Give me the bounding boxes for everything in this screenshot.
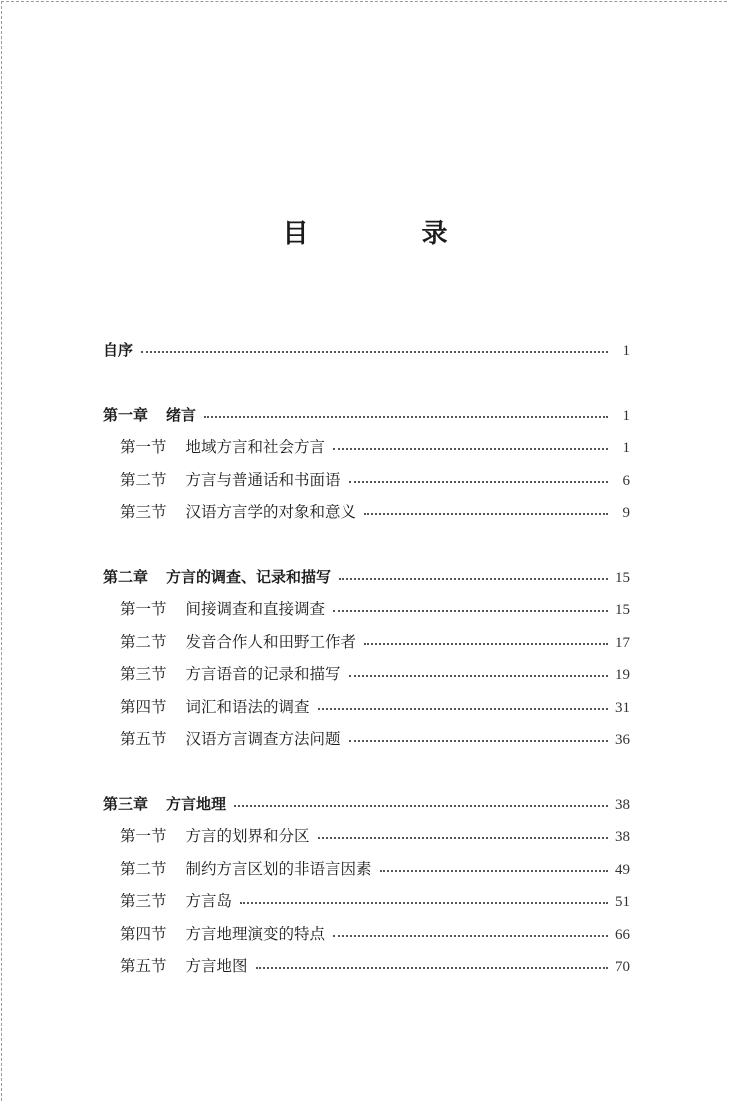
entry-title: 方言地理演变的特点 [185,924,326,943]
table-of-contents [103,334,630,1015]
page-number: 38 [615,796,630,813]
page-number: 1 [622,440,630,456]
dot-leader [204,416,608,418]
toc-section [103,561,630,756]
page-number: 1 [622,407,630,424]
entry-number: 第一节 [120,827,167,845]
page-number: 19 [615,667,630,683]
chapter-entry[interactable] [103,399,630,432]
toc-section [103,334,630,367]
entry-number: 第一节 [120,438,167,456]
page-number: 15 [615,602,630,618]
entry-title: 方言地图 [185,957,248,975]
entry-number: 第一节 [120,600,167,618]
section-entry[interactable] [103,593,630,626]
entry-number: 第二节 [120,859,167,878]
page-title: 目 录 [282,219,500,249]
entry-number: 第二节 [120,470,167,489]
entry-number: 第三节 [120,665,167,683]
entry-title: 方言岛 [185,892,233,910]
section-entry[interactable] [103,853,630,886]
chapter-entry[interactable] [103,561,630,594]
entry-title: 间接调查和直接调查 [185,600,326,618]
entry-number: 第五节 [120,730,167,748]
dot-leader [364,643,608,645]
entry-number: 第二节 [120,632,167,651]
page-number: 66 [615,926,630,943]
entry-title: 方言的划界和分区 [185,827,310,845]
entry-number: 第三节 [120,503,167,521]
page-number: 51 [615,894,630,910]
dot-leader [339,578,608,580]
page-number: 6 [622,472,630,489]
dot-leader [333,935,608,937]
section-entry[interactable] [103,464,630,497]
dot-leader [349,481,608,483]
section-entry[interactable] [103,626,630,659]
dot-leader [333,448,608,450]
section-entry[interactable] [103,496,630,529]
section-entry[interactable] [103,820,630,853]
section-entry[interactable] [103,431,630,464]
entry-number: 第五节 [120,957,167,975]
page-number: 31 [615,699,630,716]
dot-leader [240,902,608,904]
entry-number: 第三章 [103,794,149,813]
page-number: 49 [615,861,630,878]
entry-title: 制约方言区划的非语言因素 [185,859,372,878]
dot-leader [349,740,608,742]
entry-number: 第二章 [103,567,149,586]
entry-title: 自序 [103,341,134,359]
dot-leader [318,837,608,839]
entry-title: 方言语音的记录和描写 [185,665,341,683]
page-number: 9 [622,505,630,521]
page-number: 15 [615,569,630,586]
dot-leader [141,351,608,353]
section-entry[interactable] [103,950,630,983]
entry-title: 汉语方言学的对象和意义 [185,503,357,521]
dot-leader [333,610,608,612]
chapter-entry[interactable] [103,788,630,821]
dot-leader [349,675,608,677]
chapter-entry[interactable] [103,334,630,367]
section-entry[interactable] [103,723,630,756]
dot-leader [318,708,608,710]
entry-title: 绪言 [166,405,197,424]
page-number: 17 [615,634,630,651]
entry-title: 方言的调查、记录和描写 [166,567,332,586]
entry-number: 第四节 [120,697,167,716]
section-entry[interactable] [103,885,630,918]
dot-leader [364,513,608,515]
dot-leader [234,805,608,807]
dot-leader [380,870,608,872]
page-number: 70 [615,959,630,975]
toc-section [103,788,630,983]
toc-section [103,399,630,529]
section-entry[interactable] [103,691,630,724]
entry-title: 汉语方言调查方法问题 [185,730,341,748]
entry-title: 发音合作人和田野工作者 [185,632,357,651]
entry-title: 词汇和语法的调查 [185,697,310,716]
page-number: 38 [615,829,630,845]
entry-title: 方言地理 [166,794,227,813]
entry-title: 地域方言和社会方言 [185,438,326,456]
dot-leader [256,967,608,969]
section-entry[interactable] [103,918,630,951]
entry-title: 方言与普通话和书面语 [185,470,341,489]
entry-number: 第一章 [103,405,149,424]
page-number: 1 [622,343,630,359]
entry-number: 第四节 [120,924,167,943]
page-number: 36 [615,732,630,748]
section-entry[interactable] [103,658,630,691]
entry-number: 第三节 [120,892,167,910]
